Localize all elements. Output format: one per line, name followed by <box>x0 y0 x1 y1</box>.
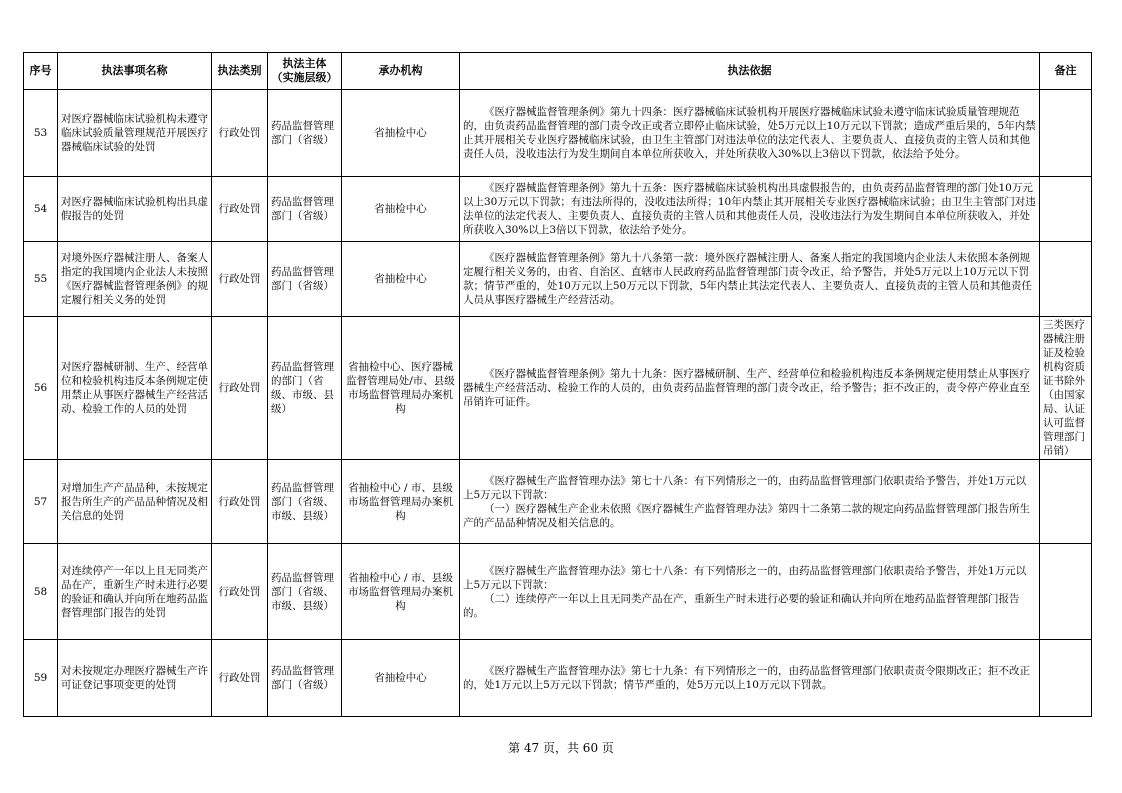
row-name-cell: 对医疗器械临床试验机构未遵守临床试验质量管理规范开展医疗器械临床试验的处罚 <box>58 90 212 177</box>
table-row <box>24 242 1092 317</box>
row-subject-cell: 药品监督管理部门（省级） <box>268 90 342 177</box>
header-basis: 执法依据 <box>460 53 1040 90</box>
row-remarks-cell <box>1040 544 1092 640</box>
row-basis-cell <box>460 460 1040 544</box>
row-seq-cell: 53 <box>24 90 58 177</box>
row-subject-cell: 药品监督管理的部门（省级、市级、县级） <box>268 317 342 460</box>
table-row <box>24 544 1092 640</box>
basis-paragraph: 《医疗器械生产监督管理办法》第七十八条：有下列情形之一的，由药品监督管理部门依职责给予警告，并处1万元以上5万元以下罚款： <box>463 474 1027 501</box>
row-subject-cell: 药品监督管理部门（省级、市级、县级） <box>268 460 342 544</box>
basis-paragraph: 《医疗器械监督管理条例》第九十五条：医疗器械临床试验机构出具虚假报告的，由负责药品监督管理的部门处10万元以上30万元以下罚款；有违法所得的，没收违法所得；10年内禁止其开展相关专业医疗器械临床试验；由卫生主管部门对违法单位的法定代表人、主要负责人、直接负责的主管人员和其他责任人员，没收违法行为发生期间自本单位所获收入，并处所获收入30%以上3倍以下罚款，依法给予处分。 <box>463 182 1036 236</box>
header-name: 执法事项名称 <box>58 53 212 90</box>
basis-paragraph: 《医疗器械生产监督管理办法》第七十九条：有下列情形之一的，由药品监督管理部门依职责责令限期改正；拒不改正的，处1万元以上5万元以下罚款；情节严重的，处5万元以上10万元以下罚款。 <box>463 665 1030 691</box>
row-agency-cell: 省抽检中心 / 市、县级市场监督管理局办案机构 <box>342 460 460 544</box>
row-name-cell: 对医疗器械研制、生产、经营单位和检验机构违反本条例规定使用禁止从事医疗器械生产经营活动、检验工作的人员的处罚 <box>58 317 212 460</box>
row-remarks-cell <box>1040 90 1092 177</box>
row-type-cell: 行政处罚 <box>212 242 268 317</box>
row-agency-cell: 省抽检中心、医疗器械监督管理局处/市、县级市场监督管理局办案机构 <box>342 317 460 460</box>
header-subject-line1: 执法主体 <box>282 57 327 70</box>
row-name-cell: 对境外医疗器械注册人、备案人指定的我国境内企业法人未按照《医疗器械监督管理条例》的规定履行相关义务的处罚 <box>58 242 212 317</box>
row-remarks-cell <box>1040 177 1092 242</box>
row-name-cell: 对连续停产一年以上且无同类产品在产，重新生产时未进行必要的验证和确认并向所在地药品监督管理部门报告的处罚 <box>58 544 212 640</box>
row-remarks-cell: 三类医疗器械注册证及检验机构资质证书除外（由国家局、认证认可监督管理部门吊销） <box>1040 317 1092 460</box>
row-agency-cell: 省抽检中心 / 市、县级市场监督管理局办案机构 <box>342 544 460 640</box>
row-type-cell: 行政处罚 <box>212 317 268 460</box>
row-agency-cell: 省抽检中心 <box>342 90 460 177</box>
row-seq-cell: 58 <box>24 544 58 640</box>
row-basis-cell <box>460 177 1040 242</box>
row-basis-cell <box>460 640 1040 717</box>
row-name-cell: 对增加生产产品品种，未按规定报告所生产的产品品种情况及相关信息的处罚 <box>58 460 212 544</box>
row-subject-cell: 药品监督管理部门（省级） <box>268 640 342 717</box>
row-basis-cell <box>460 544 1040 640</box>
row-type-cell: 行政处罚 <box>212 460 268 544</box>
row-subject-cell: 药品监督管理部门（省级） <box>268 242 342 317</box>
header-subject <box>268 53 342 90</box>
header-type: 执法类别 <box>212 53 268 90</box>
row-remarks-cell <box>1040 460 1092 544</box>
row-basis-cell <box>460 317 1040 460</box>
row-remarks-cell <box>1040 640 1092 717</box>
row-name-cell: 对医疗器械临床试验机构出具虚假报告的处罚 <box>58 177 212 242</box>
basis-paragraph: 《医疗器械监督管理条例》第九十九条：医疗器械研制、生产、经营单位和检验机构违反本条例规定使用禁止从事医疗器械生产经营活动、检验工作的人员的，由负责药品监督管理的部门责令改正，给予警告；拒不改正的，责令停产停业直至吊销许可证件。 <box>463 368 1030 408</box>
row-type-cell: 行政处罚 <box>212 544 268 640</box>
table-row <box>24 317 1092 460</box>
row-basis-cell <box>460 90 1040 177</box>
row-type-cell: 行政处罚 <box>212 90 268 177</box>
basis-paragraph: （二）连续停产一年以上且无同类产品在产，重新生产时未进行必要的验证和确认并向所在地药品监督管理部门报告的。 <box>463 592 1020 619</box>
row-subject-cell: 药品监督管理部门（省级） <box>268 177 342 242</box>
basis-paragraph: 《医疗器械监督管理条例》第九十八条第一款：境外医疗器械注册人、备案人指定的我国境内企业法人未依照本条例规定履行相关义务的，由省、自治区、直辖市人民政府药品监督管理部门责令改正，给予警告，并处5万元以上10万元以下罚款；情节严重的，处10万元以上50万元以下罚款，5年内禁止其法定代表人、主要负责人、直接负责的主管人员和其他责任人员从事医疗器械生产经营活动。 <box>463 252 1032 306</box>
row-seq-cell: 59 <box>24 640 58 717</box>
header-seq: 序号 <box>24 53 58 90</box>
page-footer: 第 47 页，共 60 页 <box>508 741 614 755</box>
header-agency: 承办机构 <box>342 53 460 90</box>
header-remarks: 备注 <box>1040 53 1092 90</box>
row-remarks-cell <box>1040 242 1092 317</box>
row-seq-cell: 56 <box>24 317 58 460</box>
enforcement-items-table <box>23 52 1092 717</box>
header-row <box>24 53 1092 90</box>
basis-paragraph: 《医疗器械生产监督管理办法》第七十八条：有下列情形之一的，由药品监督管理部门依职责给予警告，并处1万元以上5万元以下罚款： <box>463 564 1027 591</box>
table-row <box>24 177 1092 242</box>
row-seq-cell: 57 <box>24 460 58 544</box>
row-agency-cell: 省抽检中心 <box>342 177 460 242</box>
row-agency-cell: 省抽检中心 <box>342 640 460 717</box>
row-subject-cell: 药品监督管理部门（省级、市级、县级） <box>268 544 342 640</box>
row-type-cell: 行政处罚 <box>212 640 268 717</box>
header-subject-line2: （实施层级） <box>271 71 338 84</box>
row-type-cell: 行政处罚 <box>212 177 268 242</box>
row-name-cell: 对未按规定办理医疗器械生产许可证登记事项变更的处罚 <box>58 640 212 717</box>
table-row <box>24 460 1092 544</box>
basis-paragraph: 《医疗器械监督管理条例》第九十四条：医疗器械临床试验机构开展医疗器械临床试验未遵守临床试验质量管理规范的，由负责药品监督管理的部门责令改正或者立即停止临床试验，处5万元以上10万元以下罚款；造成严重后果的，5年内禁止其开展相关专业医疗器械临床试验，由卫生主管部门对违法单位的法定代表人、主要负责人、直接负责的主管人员和其他责任人员，没收违法行为发生期间自本单位所获收入，并处所获收入30%以上3倍以下罚款，依法给予处分。 <box>463 106 1036 160</box>
table-row <box>24 640 1092 717</box>
basis-paragraph: （一）医疗器械生产企业未依照《医疗器械生产监督管理办法》第四十二条第二款的规定向药品监督管理部门报告所生产的产品品种情况及相关信息的。 <box>463 502 1030 529</box>
row-basis-cell <box>460 242 1040 317</box>
row-seq-cell: 55 <box>24 242 58 317</box>
table-row <box>24 90 1092 177</box>
row-seq-cell: 54 <box>24 177 58 242</box>
row-agency-cell: 省抽检中心 <box>342 242 460 317</box>
